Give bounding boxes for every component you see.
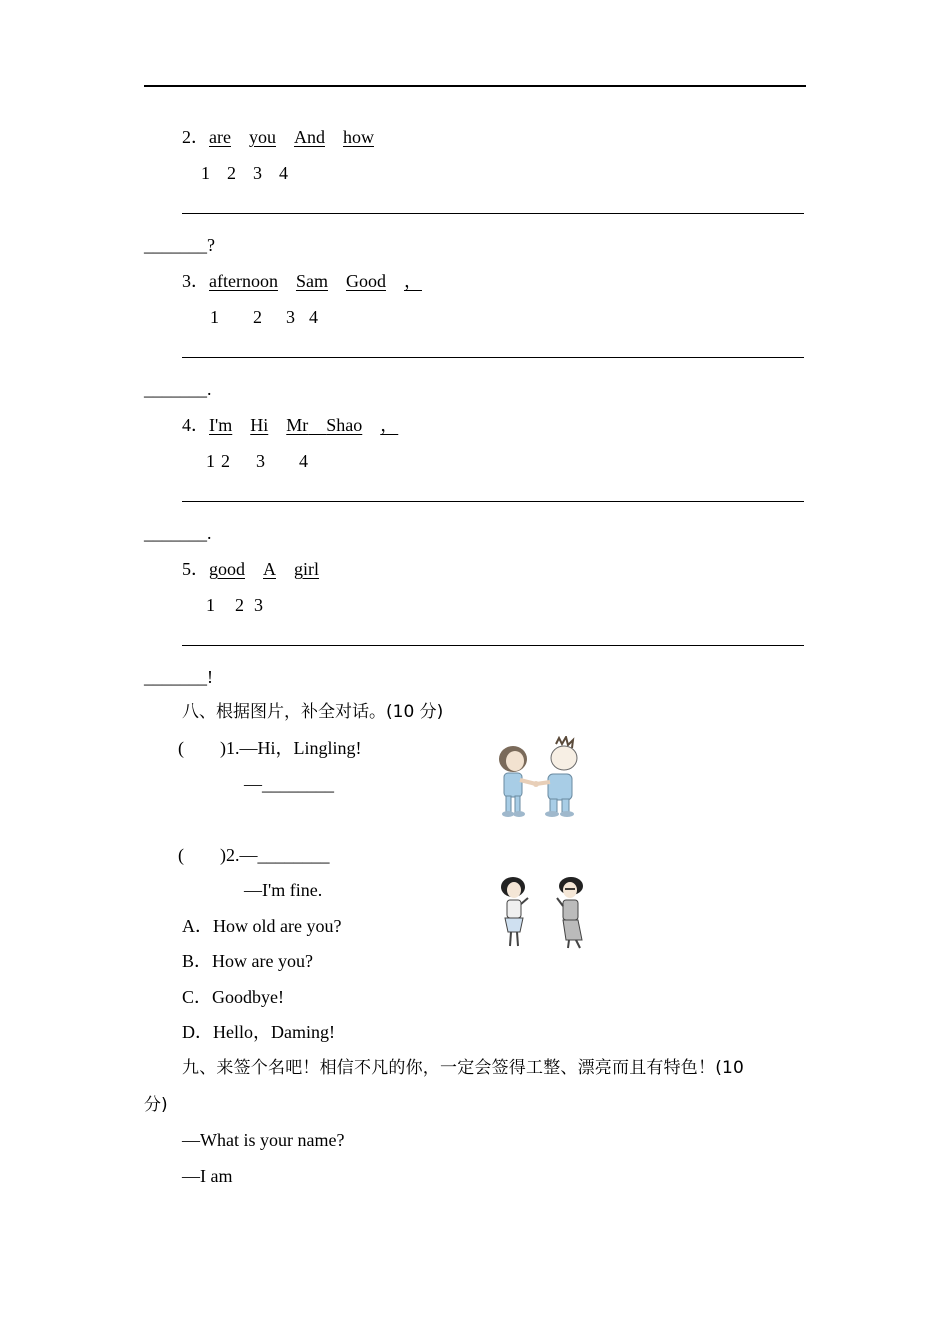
order-number: 1	[201, 163, 210, 183]
order-number: 3	[253, 163, 262, 183]
section-9-heading-continued: 分)	[144, 1095, 168, 1115]
question-5-order-numbers	[206, 594, 263, 616]
question-3-words	[182, 270, 452, 292]
word-card: ，	[380, 415, 399, 435]
dialogue-2-prompt[interactable]: ( )2.—________	[178, 845, 330, 865]
two-women-picture	[496, 874, 594, 952]
answer-line[interactable]	[182, 213, 804, 214]
option-d: D．Hello，Daming!	[182, 1022, 335, 1042]
question-4-words	[182, 414, 428, 436]
question-5-words	[182, 558, 337, 580]
order-number: 1	[206, 451, 215, 471]
order-number: 2	[253, 307, 262, 327]
option-a: A．How old are you?	[182, 916, 342, 936]
question-2-order-numbers	[201, 162, 288, 184]
answer-line[interactable]	[182, 645, 804, 646]
order-number: 2	[221, 451, 230, 471]
question-4-order-numbers	[206, 450, 308, 472]
question-number: 4．	[182, 415, 209, 435]
answer-line[interactable]	[182, 501, 804, 502]
question-number: 3．	[182, 271, 209, 291]
word-card: girl	[294, 559, 319, 579]
word-card: And	[293, 127, 325, 147]
order-number: 1	[206, 595, 215, 615]
word-card: Hi	[250, 415, 269, 435]
dialogue-1-prompt: ( )1.—Hi，Lingling!	[178, 738, 362, 758]
signature-question: —What is your name?	[182, 1130, 345, 1150]
answer-line-end: _______.	[144, 523, 212, 543]
answer-line-end: _______!	[144, 667, 213, 687]
word-card: you	[248, 127, 276, 147]
order-number: 1	[210, 307, 219, 327]
word-card: Shao	[326, 415, 363, 435]
word-card: good	[209, 559, 245, 579]
order-number: 3	[254, 595, 263, 615]
order-number: 2	[227, 163, 236, 183]
word-card: how	[342, 127, 374, 147]
signature-answer[interactable]: —I am	[182, 1166, 233, 1186]
word-card-group	[286, 415, 362, 435]
answer-line	[144, 85, 806, 87]
option-c: C．Goodbye!	[182, 987, 284, 1007]
question-number: 5．	[182, 559, 209, 579]
word-card: are	[209, 127, 231, 147]
question-number: 2．	[182, 127, 209, 147]
question-2-words	[182, 126, 392, 148]
dialogue-2-reply: —I'm fine.	[244, 880, 323, 900]
word-card: afternoon	[209, 271, 278, 291]
order-number: 2	[235, 595, 244, 615]
option-b: B．How are you?	[182, 951, 313, 971]
section-8-heading: 八、根据图片，补全对话。(10 分)	[182, 702, 444, 722]
word-card: I'm	[209, 415, 233, 435]
word-card: ，	[403, 271, 422, 291]
word-card: Mr	[286, 415, 309, 435]
handshake-picture	[496, 736, 584, 820]
question-3-order-numbers	[210, 306, 318, 328]
word-card: A	[263, 559, 276, 579]
order-number: 4	[309, 307, 318, 327]
order-number: 4	[279, 163, 288, 183]
answer-line-end: _______?	[144, 235, 215, 255]
word-card: Sam	[295, 271, 328, 291]
answer-line[interactable]	[182, 357, 804, 358]
order-number: 3	[256, 451, 265, 471]
section-9-heading: 九、来签个名吧！相信不凡的你，一定会签得工整、漂亮而且有特色！(10	[182, 1058, 745, 1078]
answer-line-end: _______.	[144, 379, 212, 399]
order-number: 3	[286, 307, 295, 327]
dialogue-1-answer-blank[interactable]: —________	[244, 774, 334, 794]
word-card: Good	[345, 271, 386, 291]
order-number: 4	[299, 451, 308, 471]
